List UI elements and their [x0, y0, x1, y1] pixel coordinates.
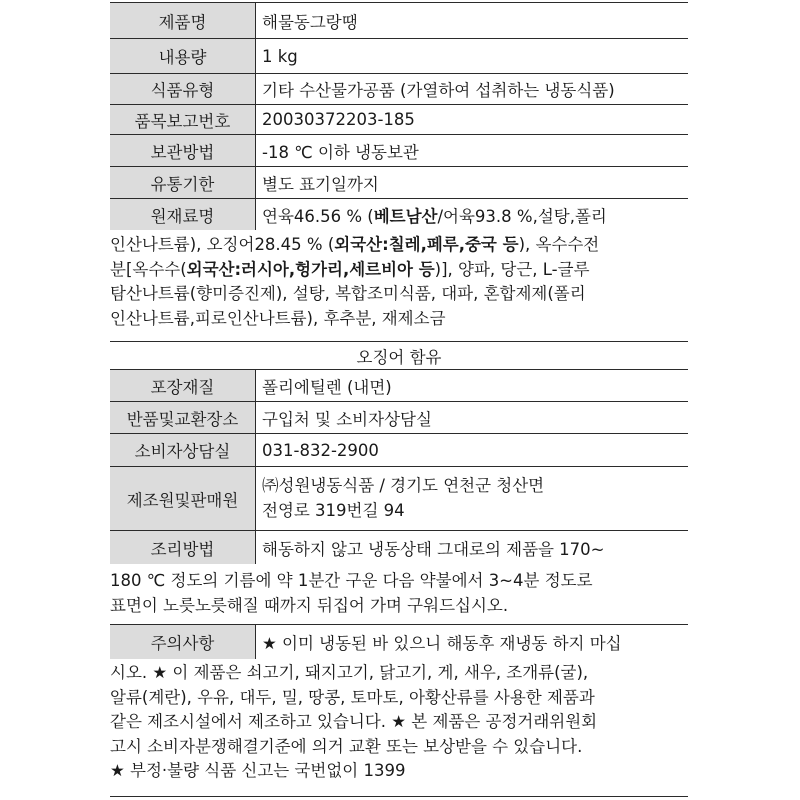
ingredients-line4: 탐산나트륨(향미증진제), 설탕, 복합조미식품, 대파, 혼합제제(폴리 — [110, 284, 586, 303]
value-report-number: 20030372203-185 — [262, 110, 415, 129]
label-caution: 주의사항 — [110, 625, 256, 659]
table-bottom-border — [110, 796, 688, 797]
ingredients-continuation — [110, 233, 688, 331]
caution-line3: 알류(계란), 우유, 대두, 밀, 땅콩, 토마토, 아황산류를 사용한 제품과 — [110, 687, 595, 707]
caution-continuation — [110, 661, 688, 784]
label-content-amount: 내용량 — [110, 39, 256, 73]
label-return-place: 반품및교환장소 — [110, 402, 256, 433]
allergen-note: 오징어 함유 — [356, 347, 442, 367]
caution-line4: 같은 제조시설에서 제조하고 있습니다. ★ 본 제품은 공정거래위원회 — [110, 712, 598, 731]
ingredients-line2 — [110, 233, 688, 258]
label-manufacturer: 제조원및판매원 — [110, 467, 256, 530]
row-return-place — [110, 401, 688, 433]
caution-line5: 고시 소비자분쟁해결기준에 의거 교환 또는 보상받을 수 있습니다. — [110, 736, 583, 756]
value-manufacturer — [262, 467, 684, 530]
row-content-amount — [110, 38, 688, 73]
ingredients-text: )], 양파, 당근, L-글루 — [434, 259, 590, 279]
label-report-number: 품목보고번호 — [110, 105, 256, 134]
value-storage: -18 ℃ 이하 냉동보관 — [262, 142, 419, 162]
value-product-name: 해물동그랑땡 — [262, 12, 358, 32]
label-product-name: 제품명 — [110, 3, 256, 38]
value-consumer-center: 031-832-2900 — [262, 440, 379, 460]
value-cooking: 해동하지 않고 냉동상태 그대로의 제품을 170~ — [262, 539, 605, 559]
row-cooking — [110, 530, 688, 564]
caution-line2: 시오. ★ 이 제품은 쇠고기, 돼지고기, 닭고기, 게, 새우, 조개류(굴), — [110, 663, 589, 682]
manufacturer-line2: 전영로 319번길 94 — [262, 501, 405, 520]
value-content-amount: 1 kg — [262, 46, 298, 66]
label-expiry: 유통기한 — [110, 167, 256, 198]
value-caution: ★ 이미 냉동된 바 있으니 해동후 재냉동 하지 마십 — [262, 634, 622, 653]
cooking-continuation — [110, 569, 688, 618]
row-food-type — [110, 73, 688, 104]
ingredients-origin-bold: 외국산:칠레,페루,중국 등 — [334, 235, 519, 254]
cooking-line3: 표면이 노릇노릇해질 때까지 뒤집어 가며 구워드십시오. — [110, 595, 509, 615]
row-storage — [110, 134, 688, 166]
row-manufacturer — [110, 466, 688, 530]
ingredients-text: /어육93.8 %,설탕,폴리 — [437, 206, 607, 226]
label-consumer-center: 소비자상담실 — [110, 434, 256, 466]
ingredients-line3 — [110, 258, 688, 283]
label-food-type: 식품유형 — [110, 74, 256, 104]
row-product-name — [110, 2, 688, 38]
value-ingredients-line1 — [262, 199, 684, 230]
label-packaging: 포장재질 — [110, 370, 256, 401]
label-storage: 보관방법 — [110, 135, 256, 166]
row-packaging — [110, 369, 688, 401]
value-food-type: 기타 수산물가공품 (가열하여 섭취하는 냉동식품) — [262, 81, 615, 100]
row-ingredients — [110, 198, 688, 230]
row-expiry — [110, 166, 688, 198]
value-packaging: 폴리에틸렌 (내면) — [262, 377, 392, 397]
row-consumer-center — [110, 433, 688, 466]
value-expiry: 별도 표기일까지 — [262, 174, 379, 194]
value-return-place: 구입처 및 소비자상담실 — [262, 409, 432, 429]
ingredients-text: 분[옥수수( — [110, 259, 187, 279]
ingredients-origin-bold: 외국산:러시아,헝가리,세르비아 등 — [186, 259, 435, 279]
label-ingredients: 원재료명 — [110, 199, 256, 230]
ingredients-text: 인산나트륨), 오징어28.45 % ( — [110, 235, 335, 254]
row-caution — [110, 624, 688, 659]
manufacturer-line1: ㈜성원냉동식품 / 경기도 연천군 청산면 — [262, 476, 545, 495]
ingredients-line5: 인산나트륨,피로인산나트륨), 후추분, 재제소금 — [110, 308, 446, 328]
product-label-table — [110, 2, 688, 798]
row-report-number — [110, 104, 688, 134]
cooking-line2: 180 ℃ 정도의 기름에 약 1분간 구운 다음 약불에서 3~4분 정도로 — [110, 571, 593, 590]
caution-line6: ★ 부정·불량 식품 신고는 국번없이 1399 — [110, 761, 406, 780]
ingredients-origin-bold: 베트남산 — [373, 206, 438, 226]
ingredients-text: 연육46.56 % ( — [262, 206, 374, 226]
ingredients-text: ), 옥수수전 — [518, 235, 600, 254]
label-cooking: 조리방법 — [110, 531, 256, 564]
row-allergen-note — [110, 341, 688, 369]
